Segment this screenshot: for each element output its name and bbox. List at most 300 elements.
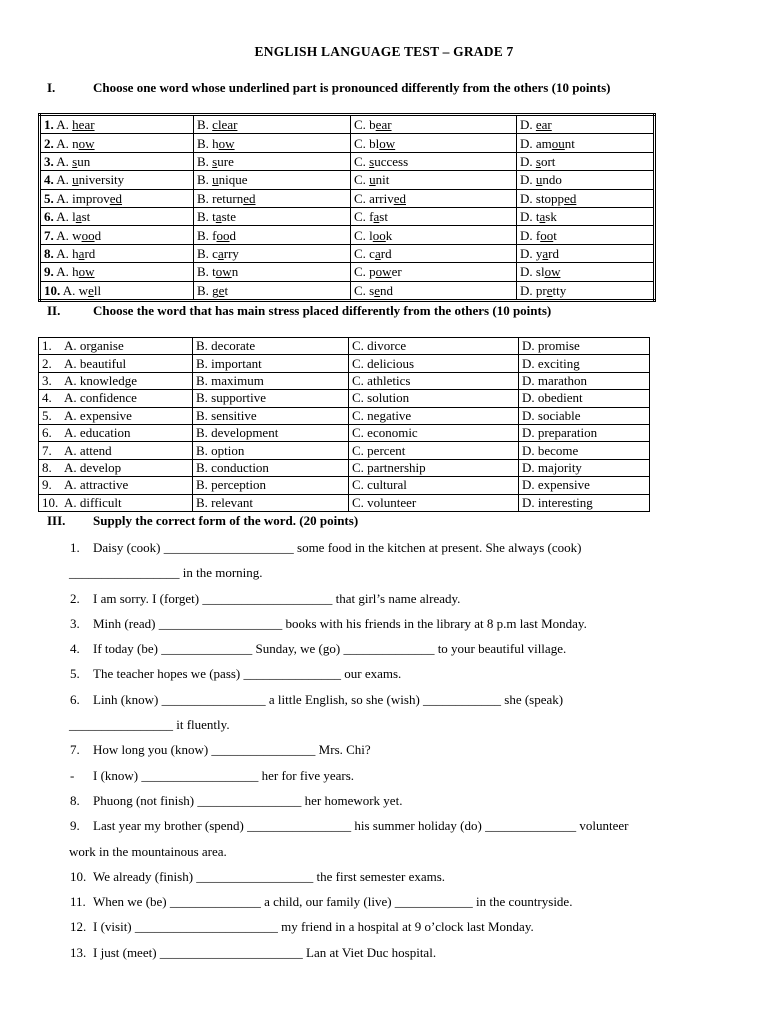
section-title: Choose one word whose underlined part is pronounced differently from the others (10 points) <box>93 80 611 95</box>
exercise-text: The teacher hopes we (pass) _______________ our exams. <box>93 666 402 682</box>
section-title: Choose the word that has main stress placed differently from the others (10 points) <box>93 303 552 318</box>
underlined-part: ear <box>375 117 392 133</box>
option-cell: 9. A. attractive <box>39 477 193 494</box>
exercise-item <box>0 839 768 864</box>
option-cell: 6. A. education <box>39 424 193 441</box>
word-part: c <box>212 245 218 261</box>
option-letter: D. <box>520 227 536 243</box>
option-cell <box>351 244 517 262</box>
underlined-part: e <box>546 282 553 298</box>
option-cell: B. maximum <box>193 372 349 389</box>
underlined-part: a <box>78 245 85 261</box>
underlined-part: s <box>535 153 541 169</box>
word-part: f <box>212 227 217 243</box>
exercise-number: 9. <box>70 818 80 834</box>
question-number: 4. <box>44 172 54 188</box>
word-part: rd <box>380 245 392 261</box>
option-cell <box>194 207 351 225</box>
underlined-part: clear <box>212 117 238 133</box>
table-row <box>39 372 650 389</box>
exercise-text: When we (be) ______________ a child, our family (live) ____________ in the countryside. <box>93 894 573 910</box>
option-cell <box>40 244 194 262</box>
underlined-part: ow <box>218 135 235 151</box>
table-row <box>40 207 655 225</box>
table-row <box>39 494 650 511</box>
page-title: ENGLISH LANGUAGE TEST – GRADE 7 <box>254 44 514 59</box>
word-part: t <box>212 264 216 280</box>
option-cell: C. cultural <box>349 477 519 494</box>
option-cell: 2. A. beautiful <box>39 355 193 372</box>
underlined-part: ow <box>78 135 95 151</box>
option-letter: A. <box>53 245 73 261</box>
option-cell <box>194 281 351 300</box>
option-letter: D. <box>520 153 536 169</box>
option-letter: D. <box>520 190 536 206</box>
option-cell: B. conduction <box>193 459 349 476</box>
option-letter: A. <box>53 135 73 151</box>
word-part: s <box>369 282 375 298</box>
option-cell: 10. A. difficult <box>39 494 193 511</box>
exercise-item <box>0 687 768 712</box>
exercise-text: How long you (know) ________________ Mrs. Chi? <box>93 742 371 758</box>
option-cell: 3. A. knowledge <box>39 372 193 389</box>
underlined-part: a <box>539 209 546 225</box>
table-row <box>39 407 650 424</box>
word-part: h <box>72 264 79 280</box>
exercise-item <box>0 611 768 636</box>
underlined-part: oo <box>372 227 386 243</box>
option-cell: 8. A. develop <box>39 459 193 476</box>
underlined-part: ed <box>564 190 577 206</box>
option-letter: B. <box>197 264 213 280</box>
option-cell <box>351 263 517 281</box>
option-letter: B. <box>197 117 213 133</box>
option-letter: D. <box>520 264 536 280</box>
option-letter: B. <box>197 135 213 151</box>
option-cell: C. athletics <box>349 372 519 389</box>
option-cell: B. important <box>193 355 349 372</box>
exercise-text: I (visit) ______________________ my friend in a hospital at 9 o’clock last Monday. <box>93 919 534 935</box>
word-part: f <box>369 209 374 225</box>
option-cell <box>351 189 517 207</box>
option-cell <box>517 134 655 152</box>
exercise-item <box>0 636 768 661</box>
option-letter: C. <box>354 209 370 225</box>
underlined-part: ow <box>375 264 392 280</box>
word-part: d <box>229 227 237 243</box>
option-letter: C. <box>354 117 370 133</box>
word-part: w <box>78 282 89 298</box>
exercise-item <box>0 813 768 838</box>
underlined-part: e <box>88 282 94 298</box>
option-cell: D. expensive <box>519 477 650 494</box>
word-part: nt <box>564 135 575 151</box>
option-cell: B. development <box>193 424 349 441</box>
option-letter: B. <box>197 172 213 188</box>
underlined-part: oo <box>216 227 230 243</box>
exercise-number: 7. <box>70 742 80 758</box>
option-letter: C. <box>354 172 370 188</box>
word-part: uccess <box>374 153 409 169</box>
exercise-text: Linh (know) ________________ a little English, so she (wish) ____________ she (speak) <box>93 691 564 707</box>
option-cell <box>194 171 351 189</box>
table-row <box>40 115 655 134</box>
section-number: II. <box>47 303 61 318</box>
exercise-item <box>0 712 768 737</box>
word-part: nique <box>218 172 248 188</box>
word-part: nd <box>380 282 394 298</box>
option-cell: B. decorate <box>193 338 349 355</box>
option-cell <box>351 152 517 170</box>
word-part: ste <box>221 209 237 225</box>
table-row <box>40 152 655 170</box>
exercise-item <box>0 535 768 560</box>
word-part: t <box>212 209 216 225</box>
question-number: 10. <box>44 282 61 298</box>
option-letter: D. <box>520 245 536 261</box>
exercise-text: _________________ in the morning. <box>69 565 263 581</box>
option-letter: C. <box>354 227 370 243</box>
underlined-part: s <box>72 153 78 169</box>
option-cell <box>351 281 517 300</box>
word-part: er <box>391 264 402 280</box>
option-letter: B. <box>197 153 213 169</box>
table-row <box>40 263 655 281</box>
word-part: rry <box>223 245 239 261</box>
option-cell: C. solution <box>349 390 519 407</box>
exercise-text: Phuong (not finish) ________________ her homework yet. <box>93 792 403 808</box>
section-title: Supply the correct form of the word. (20 points) <box>93 513 359 528</box>
option-cell <box>194 189 351 207</box>
exercise-text: Minh (read) ___________________ books with his friends in the library at 8 p.m last Monday. <box>93 615 587 631</box>
exercise-number: 12. <box>70 919 87 935</box>
word-part: l <box>72 209 76 225</box>
underlined-part: e <box>218 282 225 298</box>
exercise-number: 2. <box>70 590 80 606</box>
option-letter: C. <box>354 264 370 280</box>
underlined-part: hear <box>72 117 95 133</box>
option-cell <box>40 134 194 152</box>
word-part: st <box>379 209 388 225</box>
question-number: 7. <box>44 227 54 243</box>
option-cell <box>351 115 517 134</box>
underlined-part: u <box>535 172 543 188</box>
word-part: improv <box>72 190 110 206</box>
word-part: ort <box>540 153 556 169</box>
option-cell: C. divorce <box>349 338 519 355</box>
word-part: am <box>535 135 552 151</box>
table-row <box>39 459 650 476</box>
option-cell <box>40 226 194 244</box>
option-cell: B. relevant <box>193 494 349 511</box>
word-part: ll <box>93 282 102 298</box>
word-part: ndo <box>542 172 562 188</box>
table-row <box>40 281 655 300</box>
option-letter: A. <box>53 209 73 225</box>
option-letter: D. <box>520 282 536 298</box>
word-part: k <box>385 227 393 243</box>
table-row <box>40 226 655 244</box>
option-letter: A. <box>53 190 73 206</box>
option-cell: C. delicious <box>349 355 519 372</box>
word-part: st <box>81 209 91 225</box>
table-row <box>39 355 650 372</box>
option-letter: D. <box>520 135 536 151</box>
word-part: t <box>535 209 540 225</box>
exercise-text: Daisy (cook) ____________________ some food in the kitchen at present. She always (cook) <box>93 540 582 555</box>
word-part: pr <box>535 282 547 298</box>
exercise-text: ________________ it fluently. <box>69 717 230 733</box>
option-cell: D. exciting <box>519 355 650 372</box>
exercise-item <box>0 560 768 585</box>
word-part: rd <box>548 245 560 261</box>
exercise-number: 11. <box>70 894 86 910</box>
option-cell <box>517 207 655 225</box>
exercise-item <box>0 661 768 686</box>
question-number: 2. <box>44 135 54 151</box>
underlined-part: ear <box>535 117 552 133</box>
question-number: 3. <box>44 153 54 169</box>
underlined-part: ow <box>544 264 561 280</box>
table-row <box>39 338 650 355</box>
section-number: III. <box>47 513 66 528</box>
table-row <box>40 244 655 262</box>
exercise-number: 6. <box>70 691 80 707</box>
option-cell: 5. A. expensive <box>39 407 193 424</box>
underlined-part: a <box>542 245 549 261</box>
word-part: un <box>77 153 91 169</box>
option-cell: C. negative <box>349 407 519 424</box>
word-part: h <box>212 135 219 151</box>
option-cell: C. economic <box>349 424 519 441</box>
option-letter: A. <box>53 117 73 133</box>
option-cell <box>194 115 351 134</box>
exercise-item <box>0 586 768 611</box>
exercise-item <box>0 763 768 788</box>
option-letter: B. <box>197 245 213 261</box>
option-cell: 1. A. organise <box>39 338 193 355</box>
table-row <box>40 189 655 207</box>
exercise-number: 8. <box>70 792 80 808</box>
option-cell <box>40 263 194 281</box>
exercise-number: 1. <box>70 540 80 555</box>
option-letter: C. <box>354 153 370 169</box>
word-part: nit <box>375 172 390 188</box>
underlined-part: a <box>373 209 380 225</box>
exercise-item <box>0 788 768 813</box>
option-cell: B. sensitive <box>193 407 349 424</box>
exercise-text: I am sorry. I (forget) ____________________ that girl’s name already. <box>93 590 461 606</box>
exercise-text: If today (be) ______________ Sunday, we (go) ______________ to your beautiful village. <box>93 641 567 657</box>
option-cell: B. supportive <box>193 390 349 407</box>
word-part: g <box>212 282 219 298</box>
option-cell <box>517 115 655 134</box>
question-number: 1. <box>44 117 54 133</box>
option-letter: C. <box>354 190 370 206</box>
underlined-part: s <box>369 153 375 169</box>
option-cell <box>194 226 351 244</box>
option-letter: A. <box>53 227 73 243</box>
underlined-part: ou <box>551 135 565 151</box>
word-part: return <box>212 190 244 206</box>
word-part: bl <box>369 135 380 151</box>
option-cell: B. perception <box>193 477 349 494</box>
word-part: y <box>535 245 543 261</box>
question-number: 6. <box>44 209 54 225</box>
question-number: 8. <box>44 245 54 261</box>
option-letter: A. <box>60 282 79 298</box>
underlined-part: oo <box>81 227 95 243</box>
option-letter: D. <box>520 117 536 133</box>
underlined-part: s <box>212 153 218 169</box>
option-cell <box>517 244 655 262</box>
table-row <box>39 442 650 459</box>
word-part: p <box>369 264 376 280</box>
word-part: sk <box>545 209 557 225</box>
exercise-text: I (know) __________________ her for five years. <box>93 767 355 783</box>
option-letter: C. <box>354 282 370 298</box>
option-cell: D. promise <box>519 338 650 355</box>
word-part: tty <box>552 282 567 298</box>
word-part: f <box>535 227 541 243</box>
option-letter: D. <box>520 209 536 225</box>
option-cell <box>351 226 517 244</box>
option-cell <box>40 115 194 134</box>
stress-table <box>38 337 650 512</box>
option-letter: B. <box>197 209 213 225</box>
question-number: 9. <box>44 264 54 280</box>
exercise-item <box>0 914 768 939</box>
option-letter: B. <box>197 227 213 243</box>
word-part: h <box>72 245 79 261</box>
exercise-item <box>0 940 768 965</box>
option-cell <box>517 226 655 244</box>
exercise-number: 10. <box>70 868 87 884</box>
option-cell <box>351 171 517 189</box>
option-cell: C. percent <box>349 442 519 459</box>
option-cell: D. obedient <box>519 390 650 407</box>
exercise-number: 3. <box>70 615 80 631</box>
exercise-number: 4. <box>70 641 80 657</box>
option-cell: C. volunteer <box>349 494 519 511</box>
word-part: arriv <box>369 190 394 206</box>
option-cell <box>517 171 655 189</box>
underlined-part: ed <box>243 190 256 206</box>
option-cell: D. sociable <box>519 407 650 424</box>
option-cell <box>194 263 351 281</box>
option-cell: D. majority <box>519 459 650 476</box>
option-cell: 4. A. confidence <box>39 390 193 407</box>
table-row <box>39 390 650 407</box>
option-letter: B. <box>197 282 213 298</box>
exercise-number: 5. <box>70 666 80 682</box>
exercise-text: Last year my brother (spend) ________________ his summer holiday (do) ______________ volunteer <box>93 818 629 834</box>
option-letter: A. <box>53 172 73 188</box>
exercise-number: - <box>70 767 75 783</box>
table-row <box>39 477 650 494</box>
underlined-part: oo <box>540 227 554 243</box>
question-number: 5. <box>44 190 54 206</box>
table-row <box>40 171 655 189</box>
underlined-part: ow <box>78 264 95 280</box>
exercise-number: 13. <box>70 944 87 960</box>
exercise-text: I just (meet) ______________________ Lan at Viet Duc hospital. <box>93 944 437 960</box>
option-cell <box>194 134 351 152</box>
word-part: ure <box>217 153 234 169</box>
option-cell <box>517 263 655 281</box>
exercise-item <box>0 737 768 762</box>
option-cell <box>351 207 517 225</box>
underlined-part: ed <box>109 190 123 206</box>
option-letter: A. <box>53 153 73 169</box>
option-cell <box>40 189 194 207</box>
underlined-part: a <box>75 209 82 225</box>
option-cell: D. preparation <box>519 424 650 441</box>
option-cell: D. become <box>519 442 650 459</box>
option-cell <box>517 281 655 300</box>
pronunciation-table <box>38 113 656 302</box>
exercise-item <box>0 864 768 889</box>
option-cell <box>194 244 351 262</box>
option-cell <box>351 134 517 152</box>
underlined-part: u <box>72 172 79 188</box>
exercise-list <box>0 535 768 965</box>
table-row <box>39 424 650 441</box>
option-cell <box>40 281 194 300</box>
option-cell <box>40 152 194 170</box>
word-part: d <box>94 227 102 243</box>
option-cell <box>40 171 194 189</box>
option-cell: B. option <box>193 442 349 459</box>
table-row <box>40 134 655 152</box>
option-cell <box>194 152 351 170</box>
underlined-part: u <box>212 172 219 188</box>
exercise-item <box>0 889 768 914</box>
option-letter: D. <box>520 172 536 188</box>
option-cell <box>517 152 655 170</box>
section-number: I. <box>47 80 56 95</box>
underlined-part: e <box>374 282 381 298</box>
option-cell: D. interesting <box>519 494 650 511</box>
option-cell: 7. A. attend <box>39 442 193 459</box>
exercise-text: work in the mountainous area. <box>69 843 227 859</box>
option-cell <box>40 207 194 225</box>
word-part: rd <box>84 245 96 261</box>
underlined-part: u <box>369 172 376 188</box>
word-part: n <box>72 135 79 151</box>
word-part: w <box>72 227 82 243</box>
option-letter: B. <box>197 190 213 206</box>
word-part: n <box>231 264 239 280</box>
word-part: niversity <box>78 172 125 188</box>
word-part: stopp <box>535 190 565 206</box>
word-part: t <box>224 282 229 298</box>
option-letter: A. <box>53 264 73 280</box>
underlined-part: a <box>374 245 381 261</box>
option-letter: C. <box>354 135 370 151</box>
underlined-part: ow <box>215 264 232 280</box>
underlined-part: ow <box>379 135 396 151</box>
exercise-text: We already (finish) __________________ the first semester exams. <box>93 868 446 884</box>
option-cell: D. marathon <box>519 372 650 389</box>
option-cell <box>517 189 655 207</box>
option-letter: C. <box>354 245 370 261</box>
underlined-part: a <box>215 209 222 225</box>
option-cell: C. partnership <box>349 459 519 476</box>
word-part: c <box>369 245 375 261</box>
word-part: sl <box>535 264 545 280</box>
word-part: l <box>369 227 373 243</box>
